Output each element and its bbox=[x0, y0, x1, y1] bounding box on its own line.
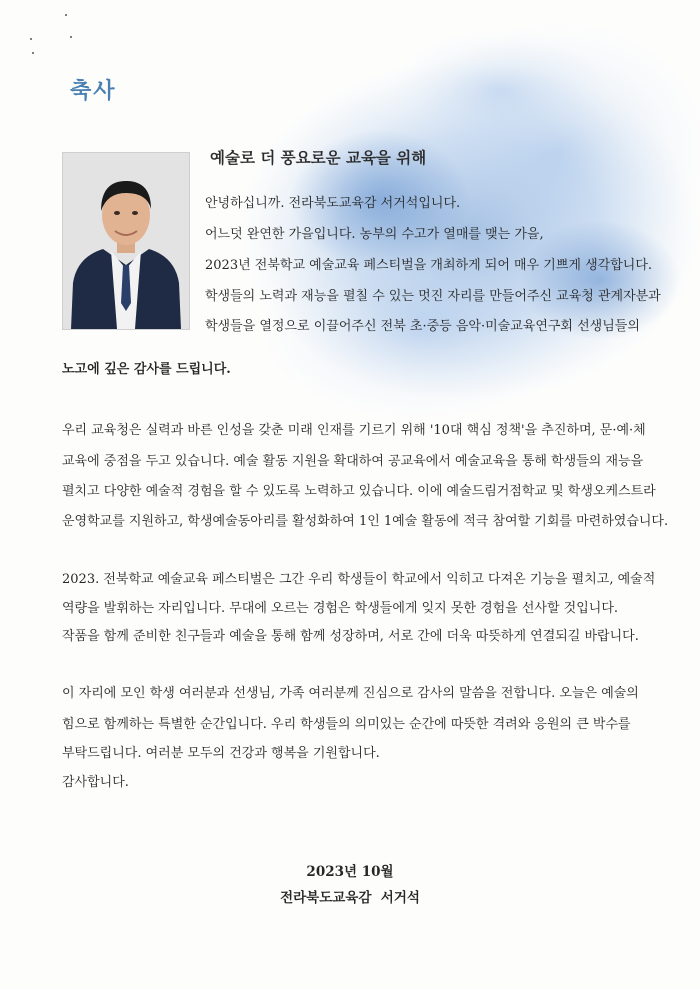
signature-name: 전라북도교육감 서거석 bbox=[280, 890, 420, 906]
intro-end-line: 노고에 깊은 감사를 드립니다. bbox=[62, 362, 231, 377]
superintendent-portrait bbox=[62, 152, 190, 330]
intro-line: 안녕하십니까. 전라북도교육감 서거석입니다. bbox=[205, 196, 461, 211]
paragraph-line: 힘으로 함께하는 특별한 순간입니다. 우리 학생들의 의미있는 순간에 따뜻한 격려와 응원의 큰 박수를 bbox=[62, 717, 631, 732]
scan-speck bbox=[30, 38, 32, 40]
closing-line: 감사합니다. bbox=[62, 775, 129, 790]
scan-speck bbox=[65, 14, 67, 16]
scan-speck bbox=[70, 36, 72, 38]
intro-line: 학생들을 열정으로 이끌어주신 전북 초·중등 음악·미술교육연구회 선생님들의 bbox=[205, 319, 640, 334]
section-title: 축사 bbox=[70, 79, 117, 104]
intro-line: 어느덧 완연한 가을입니다. 농부의 수고가 열매를 맺는 가을, bbox=[205, 227, 544, 242]
paragraph-line: 우리 교육청은 실력과 바른 인성을 갖춘 미래 인재를 기르기 위해 '10대 핵심 정책'을 추진하며, 문·예·체 bbox=[62, 423, 646, 438]
paragraph-line: 2023. 전북학교 예술교육 페스티벌은 그간 우리 학생들이 학교에서 익히고 다져온 기능을 펼치고, 예술적 bbox=[62, 572, 656, 587]
headline: 예술로 더 풍요로운 교육을 위해 bbox=[210, 149, 427, 167]
paragraph-line: 운영학교를 지원하고, 학생예술동아리를 활성화하여 1인 1예술 활동에 적극 참여할 기회를 마련하였습니다. bbox=[62, 514, 669, 529]
scan-speck bbox=[32, 52, 34, 54]
paragraph-line: 역량을 발휘하는 자리입니다. 무대에 오르는 경험은 학생들에게 잊지 못한 경험을 선사할 것입니다. bbox=[62, 601, 619, 616]
intro-line: 학생들의 노력과 재능을 펼칠 수 있는 멋진 자리를 만들어주신 교육청 관계자분과 bbox=[205, 289, 661, 304]
paragraph-line: 작품을 함께 준비한 친구들과 예술을 통해 함께 성장하며, 서로 간에 더욱 따뜻하게 연결되길 바랍니다. bbox=[62, 629, 639, 644]
paragraph-line: 이 자리에 모인 학생 여러분과 선생님, 가족 여러분께 진심으로 감사의 말씀을 전합니다. 오늘은 예술의 bbox=[62, 686, 639, 701]
paragraph-line: 부탁드립니다. 여러분 모두의 건강과 행복을 기원합니다. bbox=[62, 746, 380, 761]
signature-date: 2023년 10월 bbox=[306, 864, 394, 880]
paragraph-line: 교육에 중점을 두고 있습니다. 예술 활동 지원을 확대하여 공교육에서 예술교육을 통해 학생들의 재능을 bbox=[62, 454, 644, 469]
intro-line: 2023년 전북학교 예술교육 페스티벌을 개최하게 되어 매우 기쁘게 생각합니다. bbox=[205, 258, 653, 273]
paragraph-line: 펼치고 다양한 예술적 경험을 할 수 있도록 노력하고 있습니다. 이에 예술드림거점학교 및 학생오케스트라 bbox=[62, 484, 656, 499]
